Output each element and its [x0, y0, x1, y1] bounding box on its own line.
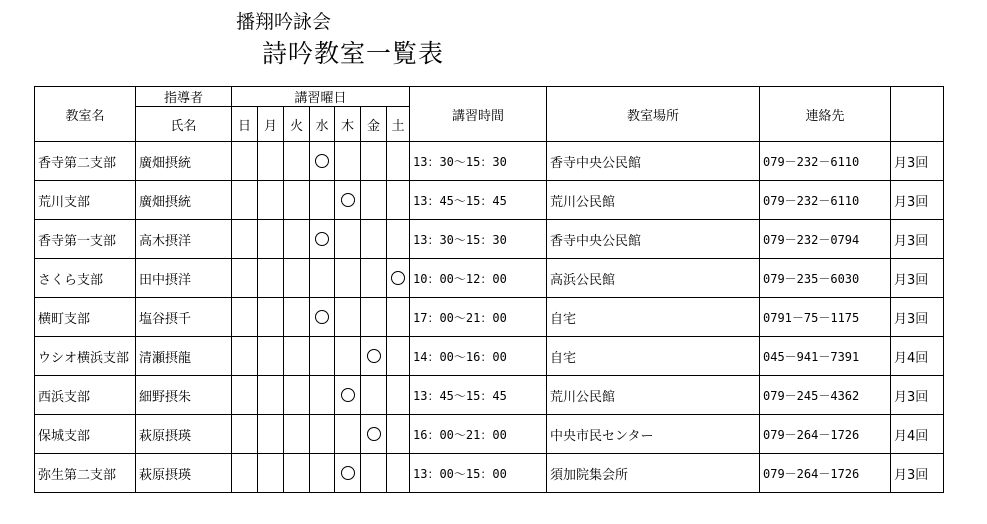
class-name-cell: 横町支部 [35, 298, 136, 337]
contact-cell: 079－232－6110 [760, 142, 891, 181]
table-row [35, 142, 944, 181]
weekday-cell [387, 337, 410, 376]
table-row [35, 181, 944, 220]
weekday-cell [335, 220, 361, 259]
table-row [35, 298, 944, 337]
header-frequency [891, 87, 944, 142]
class-name-cell: 弥生第二支部 [35, 454, 136, 493]
weekday-cell [310, 454, 335, 493]
weekday-cell [310, 415, 335, 454]
location-cell: 中央市民センター [547, 415, 760, 454]
contact-cell: 045－941－7391 [760, 337, 891, 376]
weekday-cell [361, 454, 387, 493]
location-cell: 自宅 [547, 298, 760, 337]
header-hours: 講習時間 [410, 87, 547, 142]
weekday-cell [310, 298, 335, 337]
weekday-cell [361, 337, 387, 376]
weekday-cell [310, 337, 335, 376]
weekday-cell [258, 220, 284, 259]
weekday-cell [335, 298, 361, 337]
hours-cell: 13：45～15：45 [410, 376, 547, 415]
weekday-cell [258, 298, 284, 337]
header-day-wed: 水 [310, 107, 335, 142]
weekday-cell [232, 142, 258, 181]
weekday-cell [232, 298, 258, 337]
contact-cell: 079－232－0794 [760, 220, 891, 259]
hours-cell: 13：00～15：00 [410, 454, 547, 493]
weekday-mark-circle-icon [341, 193, 355, 207]
weekday-cell [258, 142, 284, 181]
weekday-cell [335, 259, 361, 298]
hours-cell: 13：30～15：30 [410, 142, 547, 181]
weekday-cell [361, 142, 387, 181]
frequency-cell: 月3回 [891, 181, 944, 220]
weekday-cell [335, 415, 361, 454]
weekday-mark-circle-icon [315, 232, 329, 246]
class-name-cell: 西浜支部 [35, 376, 136, 415]
weekday-cell [387, 259, 410, 298]
weekday-cell [387, 376, 410, 415]
table-row [35, 376, 944, 415]
location-cell: 香寺中央公民館 [547, 142, 760, 181]
weekday-cell [310, 220, 335, 259]
header-class-name: 教室名 [35, 87, 136, 142]
class-name-cell: ウシオ横浜支部 [35, 337, 136, 376]
header-day-mon: 月 [258, 107, 284, 142]
frequency-cell: 月3回 [891, 259, 944, 298]
weekday-cell [361, 298, 387, 337]
weekday-cell [232, 337, 258, 376]
instructor-cell: 清瀬摂龍 [136, 337, 232, 376]
weekday-cell [310, 181, 335, 220]
weekday-cell [387, 220, 410, 259]
header-weekday-group: 講習曜日 [232, 87, 410, 107]
weekday-cell [232, 220, 258, 259]
location-cell: 高浜公民館 [547, 259, 760, 298]
weekday-cell [258, 259, 284, 298]
header-location: 教室場所 [547, 87, 760, 142]
class-name-cell: 香寺第二支部 [35, 142, 136, 181]
header-instructor-line1: 指導者 [136, 87, 232, 107]
weekday-cell [361, 259, 387, 298]
contact-cell: 079－235－6030 [760, 259, 891, 298]
header-day-tue: 火 [284, 107, 310, 142]
weekday-cell [361, 181, 387, 220]
instructor-cell: 廣畑摂統 [136, 181, 232, 220]
table-row [35, 337, 944, 376]
table-row [35, 220, 944, 259]
weekday-mark-circle-icon [315, 154, 329, 168]
location-cell: 荒川公民館 [547, 376, 760, 415]
header-day-sun: 日 [232, 107, 258, 142]
class-list-table [34, 86, 944, 493]
frequency-cell: 月3回 [891, 142, 944, 181]
header-contact: 連絡先 [760, 87, 891, 142]
class-name-cell: 荒川支部 [35, 181, 136, 220]
class-name-cell: さくら支部 [35, 259, 136, 298]
weekday-cell [335, 337, 361, 376]
hours-cell: 16：00～21：00 [410, 415, 547, 454]
weekday-cell [284, 337, 310, 376]
weekday-cell [335, 181, 361, 220]
header-instructor-line2: 氏名 [136, 107, 232, 142]
contact-cell: 079－232－6110 [760, 181, 891, 220]
weekday-cell [258, 415, 284, 454]
location-cell: 須加院集会所 [547, 454, 760, 493]
location-cell: 自宅 [547, 337, 760, 376]
hours-cell: 13：45～15：45 [410, 181, 547, 220]
weekday-cell [232, 259, 258, 298]
hours-cell: 13：30～15：30 [410, 220, 547, 259]
weekday-cell [258, 181, 284, 220]
weekday-cell [310, 259, 335, 298]
weekday-cell [284, 259, 310, 298]
weekday-cell [284, 181, 310, 220]
frequency-cell: 月3回 [891, 454, 944, 493]
weekday-cell [387, 142, 410, 181]
frequency-cell: 月3回 [891, 376, 944, 415]
weekday-cell [361, 415, 387, 454]
weekday-cell [387, 181, 410, 220]
weekday-cell [258, 376, 284, 415]
frequency-cell: 月4回 [891, 415, 944, 454]
weekday-cell [335, 454, 361, 493]
header-day-fri: 金 [361, 107, 387, 142]
class-name-cell: 香寺第一支部 [35, 220, 136, 259]
table-row [35, 259, 944, 298]
class-name-cell: 保城支部 [35, 415, 136, 454]
instructor-cell: 高木摂洋 [136, 220, 232, 259]
frequency-cell: 月3回 [891, 220, 944, 259]
weekday-cell [258, 454, 284, 493]
weekday-mark-circle-icon [367, 349, 381, 363]
instructor-cell: 廣畑摂統 [136, 142, 232, 181]
weekday-cell [284, 298, 310, 337]
weekday-cell [284, 415, 310, 454]
weekday-cell [387, 454, 410, 493]
table-row [35, 415, 944, 454]
class-rows [35, 142, 944, 493]
weekday-cell [335, 142, 361, 181]
weekday-cell [361, 376, 387, 415]
weekday-cell [232, 415, 258, 454]
hours-cell: 17：00～21：00 [410, 298, 547, 337]
weekday-cell [284, 376, 310, 415]
weekday-mark-circle-icon [315, 310, 329, 324]
instructor-cell: 萩原摂瑛 [136, 415, 232, 454]
weekday-cell [310, 142, 335, 181]
instructor-cell: 細野摂朱 [136, 376, 232, 415]
contact-cell: 079－264－1726 [760, 415, 891, 454]
weekday-cell [387, 415, 410, 454]
instructor-cell: 田中摂洋 [136, 259, 232, 298]
organization-name: 播翔吟詠会 [236, 11, 332, 33]
instructor-cell: 萩原摂瑛 [136, 454, 232, 493]
location-cell: 香寺中央公民館 [547, 220, 760, 259]
page-title: 詩吟教室一覧表 [262, 39, 445, 68]
weekday-cell [335, 376, 361, 415]
weekday-cell [361, 220, 387, 259]
weekday-cell [310, 376, 335, 415]
weekday-cell [284, 142, 310, 181]
table-row [35, 454, 944, 493]
weekday-mark-circle-icon [341, 388, 355, 402]
weekday-cell [232, 181, 258, 220]
weekday-mark-circle-icon [341, 466, 355, 480]
header-day-thu: 木 [335, 107, 361, 142]
hours-cell: 14：00～16：00 [410, 337, 547, 376]
weekday-cell [232, 454, 258, 493]
header-day-sat: 土 [387, 107, 410, 142]
weekday-cell [387, 298, 410, 337]
instructor-cell: 塩谷摂千 [136, 298, 232, 337]
weekday-cell [258, 337, 284, 376]
weekday-cell [284, 220, 310, 259]
weekday-cell [284, 454, 310, 493]
frequency-cell: 月3回 [891, 298, 944, 337]
contact-cell: 079－264－1726 [760, 454, 891, 493]
hours-cell: 10：00～12：00 [410, 259, 547, 298]
weekday-mark-circle-icon [391, 271, 405, 285]
frequency-cell: 月4回 [891, 337, 944, 376]
weekday-mark-circle-icon [367, 427, 381, 441]
location-cell: 荒川公民館 [547, 181, 760, 220]
contact-cell: 0791－75－1175 [760, 298, 891, 337]
weekday-cell [232, 376, 258, 415]
contact-cell: 079－245－4362 [760, 376, 891, 415]
